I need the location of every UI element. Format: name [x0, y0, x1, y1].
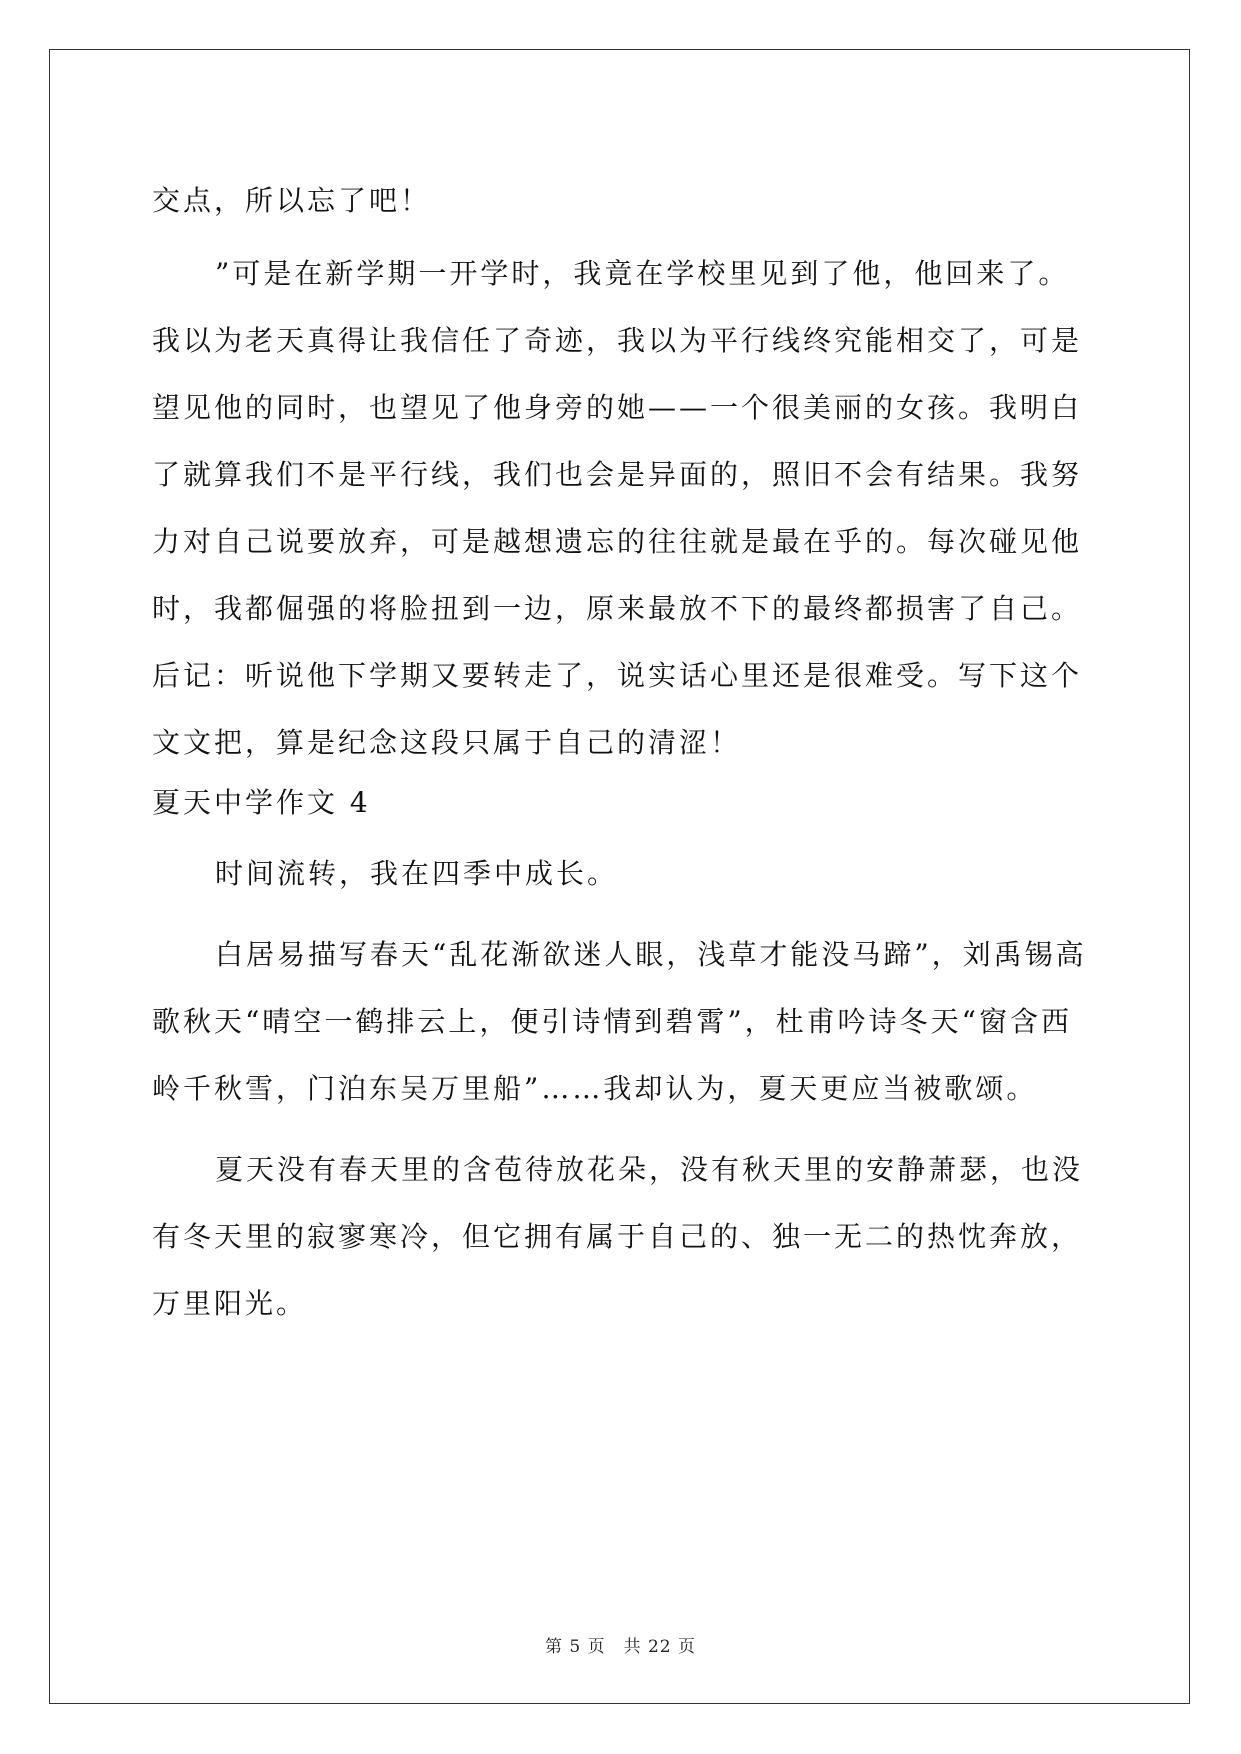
text-line: 歌秋天“晴空一鹤排云上，便引诗情到碧霄”，杜甫吟诗冬天“窗含西 — [152, 1005, 1072, 1038]
text-line: 后记：听说他下学期又要转走了，说实话心里还是很难受。写下这个 — [152, 659, 1083, 692]
text-line: 有冬天里的寂寥寒冷，但它拥有属于自己的、独一无二的热忱奔放， — [152, 1220, 1083, 1253]
page-footer — [0, 1632, 1241, 1657]
paragraph-continuation — [152, 160, 1092, 241]
text-line: 力对自己说要放弃，可是越想遗忘的往往就是最在乎的。每次碰见他 — [152, 525, 1083, 558]
text-line: 白居易描写春天“乱花渐欲迷人眼，浅草才能没马蹄”，刘禹锡高 — [215, 938, 1087, 971]
text-line: 文文把，算是纪念这段只属于自己的清涩！ — [152, 726, 742, 759]
text-line: 望见他的同时，也望见了他身旁的她——一个很美丽的女孩。我明白 — [152, 391, 1083, 424]
section-title: 夏天中学作文 4 — [152, 786, 371, 819]
text-line: 我以为老天真得让我信任了奇迹，我以为平行线终究能相交了，可是 — [152, 324, 1083, 357]
paragraph-story-end — [152, 233, 1092, 783]
essay-body — [152, 833, 1092, 1344]
document-body — [152, 160, 1092, 1344]
page-number: 第 5 页 — [544, 1637, 606, 1657]
page-total: 共 22 页 — [623, 1637, 697, 1657]
text-line: 万里阳光。 — [152, 1287, 308, 1320]
text-line: ”可是在新学期一开学时，我竟在学校里见到了他，他回来了。 — [215, 257, 1070, 290]
text-line: 时间流转，我在四季中成长。 — [215, 857, 619, 890]
text-line: 时，我都倔强的将脸扭到一边，原来最放不下的最终都损害了自己。 — [152, 592, 1083, 625]
text-line: 交点，所以忘了吧！ — [152, 184, 432, 217]
text-line: 夏天没有春天里的含苞待放花朵，没有秋天里的安静萧瑟，也没 — [215, 1153, 1084, 1186]
text-line: 了就算我们不是平行线，我们也会是异面的，照旧不会有结果。我努 — [152, 458, 1083, 491]
text-line: 岭千秋雪，门泊东吴万里船”……我却认为，夏天更应当被歌颂。 — [152, 1072, 1038, 1105]
